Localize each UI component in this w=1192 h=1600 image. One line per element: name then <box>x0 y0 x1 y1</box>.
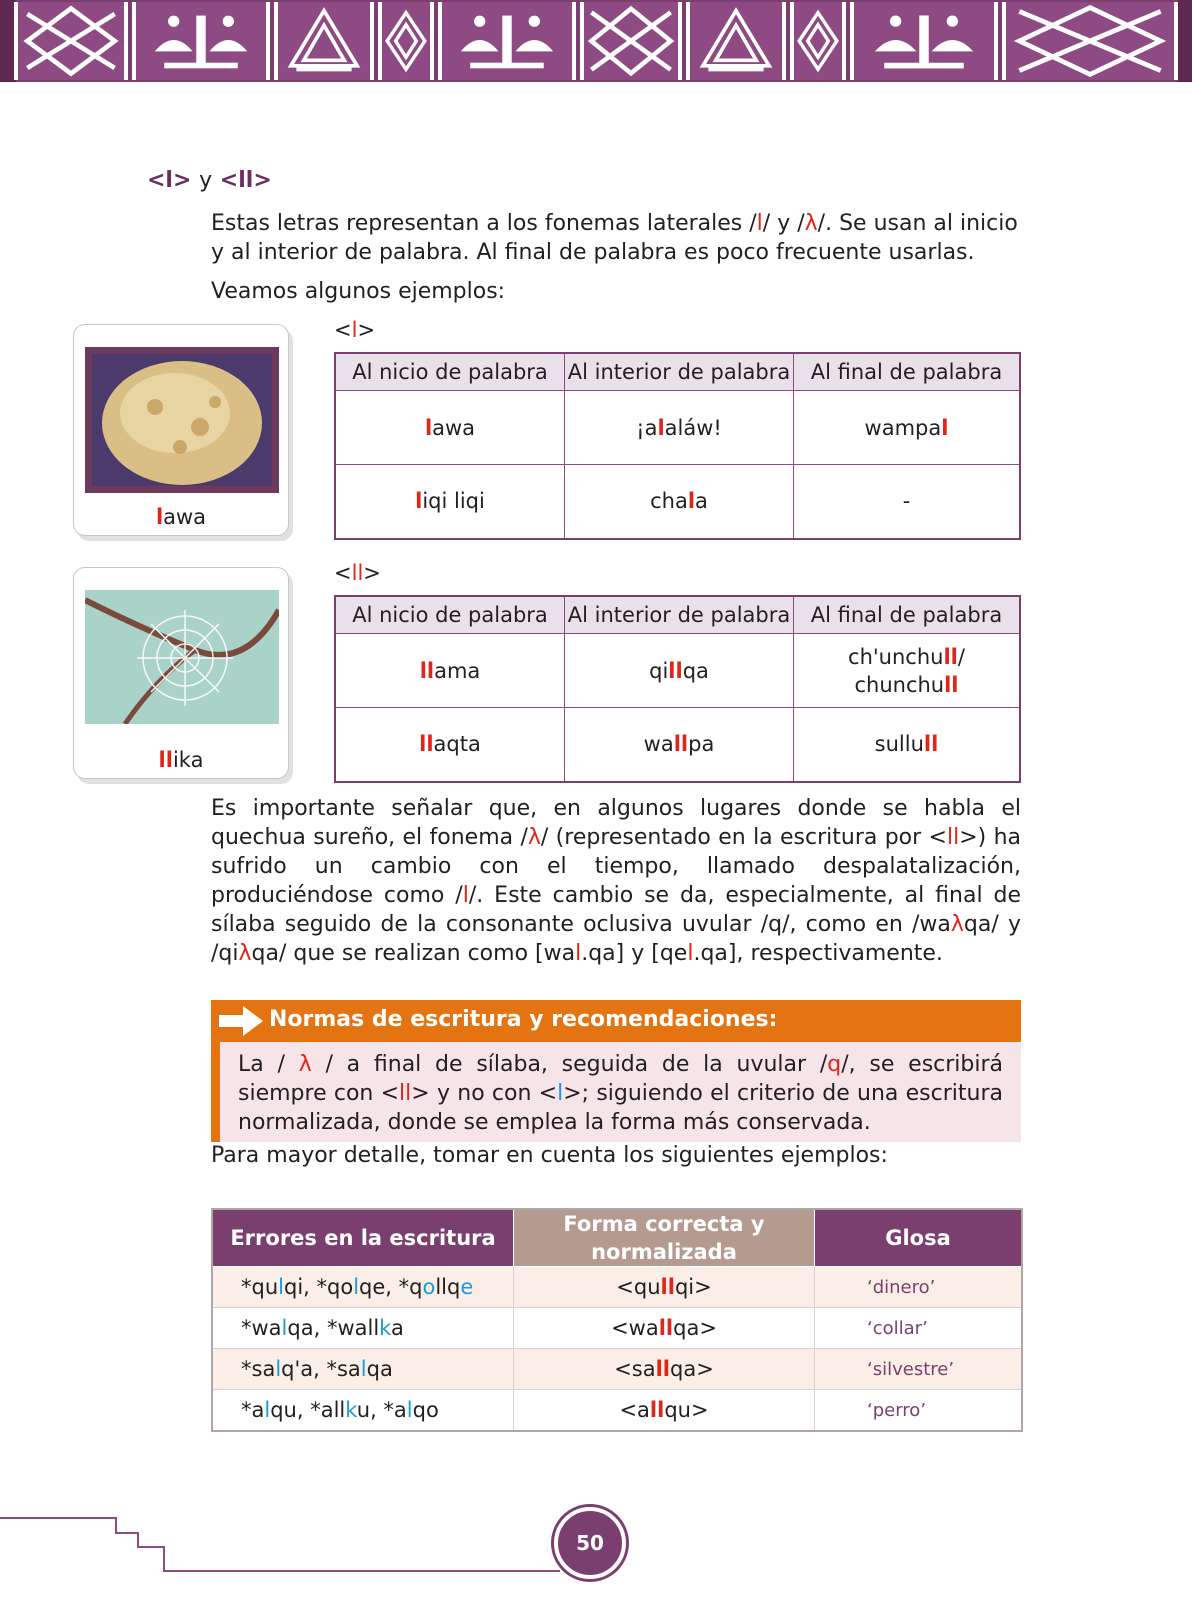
letter-highlight: ll <box>419 658 435 683</box>
caption-highlight: ll <box>158 748 173 772</box>
table-row <box>212 1267 1022 1308</box>
letter-highlight-blue: l <box>275 1357 282 1381</box>
error-cell <box>212 1349 514 1390</box>
arrow-right-icon <box>219 1006 263 1036</box>
phoneme-l: l <box>756 211 763 236</box>
text: > <box>363 561 381 585</box>
banner-tile-rhombus <box>378 2 434 80</box>
text: Es importante señalar que, en algunos lugares donde se habla el quechua sureño, el fonema / <box>211 796 1021 850</box>
banner-tile-birds <box>850 2 998 80</box>
text: / (representado en la escritura por < <box>540 825 947 850</box>
text: qa/ que se realizan como [wa <box>251 941 576 966</box>
text: qi, *qo <box>283 1275 354 1299</box>
text: > y no con < <box>411 1081 558 1106</box>
letter-highlight: ll <box>399 1081 412 1106</box>
text: La / <box>238 1052 299 1077</box>
column-header: Glosa <box>815 1209 1023 1267</box>
text: <qu <box>616 1275 661 1299</box>
letter-highlight: l <box>415 489 423 514</box>
table-cell <box>335 391 565 465</box>
table-cell: - <box>794 465 1021 539</box>
column-header: Al interior de palabra <box>565 353 794 391</box>
letter-highlight: ll <box>668 658 683 683</box>
banner-tile-rhombus <box>790 2 846 80</box>
text: qa> <box>673 1316 717 1340</box>
error-cell <box>212 1390 514 1432</box>
column-header: Al final de palabra <box>794 353 1021 391</box>
text: >; siguiendo el criterio de una escritura normalizada, donde se emplea la forma más conservada. <box>238 1081 1003 1135</box>
caption-rest: ika <box>172 748 204 772</box>
table-header-row <box>335 353 1020 391</box>
letter-highlight: ll <box>943 644 958 669</box>
banner-tile-diamond <box>14 2 128 80</box>
gloss-cell: ‘perro’ <box>815 1390 1023 1432</box>
letter-highlight: ll <box>660 1275 675 1299</box>
phoneme-q: q <box>827 1052 842 1077</box>
heading-y: y <box>199 168 213 193</box>
text: wa <box>643 732 674 757</box>
phoneme-lambda: λ <box>298 1052 312 1077</box>
letter-highlight-blue: o <box>422 1275 436 1299</box>
column-header: Al nicio de palabra <box>335 596 565 634</box>
text: qi <box>649 658 669 683</box>
text: / y / <box>762 211 805 236</box>
letter-highlight: ll <box>923 732 939 757</box>
text: ama <box>434 658 481 683</box>
page-number: 50 <box>554 1507 626 1579</box>
text: a <box>695 489 708 514</box>
text: qa/ y /qi <box>211 912 1021 966</box>
letter-highlight: ll <box>946 825 960 850</box>
correct-cell <box>514 1308 815 1349</box>
letter-highlight-blue: l <box>353 1275 360 1299</box>
letter-highlight: ll <box>649 1398 665 1422</box>
heading-l: <l> <box>147 168 192 193</box>
correct-cell <box>514 1390 815 1432</box>
picture-card-llika <box>73 567 289 779</box>
despalatalization-paragraph <box>211 794 1021 968</box>
gloss-cell: ‘silvestre’ <box>815 1349 1023 1390</box>
card-caption <box>74 748 288 772</box>
letter-highlight: ll <box>655 1357 670 1381</box>
intro-paragraph <box>211 209 1021 267</box>
correct-cell <box>514 1349 815 1390</box>
phoneme-lambda: λ <box>804 211 818 236</box>
letter-highlight-blue: l <box>557 1081 564 1106</box>
text: /. Este cambio se da, especialmente, al final de sílaba seguido de la consonante oclusiva uvular /q/, como en /wa <box>211 883 1021 937</box>
text: wampa <box>864 415 942 440</box>
text: qa, *wall <box>287 1316 380 1340</box>
text: < <box>334 318 352 342</box>
table-cell <box>335 708 565 782</box>
norms-box-body <box>211 1042 1021 1142</box>
letter-highlight: l <box>424 415 433 440</box>
letter-highlight-blue: l <box>360 1357 367 1381</box>
letter-highlight: ll <box>658 1316 674 1340</box>
letter-highlight: ll <box>419 732 434 757</box>
phoneme-lambda: λ <box>527 825 541 850</box>
text: normalizada <box>591 1240 737 1264</box>
table-cell <box>335 634 565 708</box>
letter-highlight-blue: e <box>460 1275 474 1299</box>
text: qa> <box>670 1357 714 1381</box>
text: qa <box>366 1357 393 1381</box>
text: *wa <box>241 1316 282 1340</box>
table-row <box>335 708 1020 782</box>
text: <a <box>619 1398 650 1422</box>
banner-tile-diamond <box>580 2 682 80</box>
column-header: Errores en la escritura <box>212 1209 514 1267</box>
letter-highlight: l <box>657 415 665 440</box>
column-header: Al final de palabra <box>794 596 1021 634</box>
correct-cell <box>514 1267 815 1308</box>
picture-card-lawa <box>73 324 289 536</box>
table-header-row <box>335 596 1020 634</box>
text: .qa], respectivamente. <box>693 941 943 966</box>
banner-edge <box>1178 0 1192 82</box>
text: *sa <box>241 1357 276 1381</box>
norms-title: Normas de escritura y recomendaciones: <box>269 1007 778 1032</box>
text: ¡a <box>636 415 658 440</box>
banner-tile-temple <box>274 2 374 80</box>
banner-tile-birds <box>132 2 270 80</box>
column-header <box>514 1209 815 1267</box>
text: q'a, *sa <box>281 1357 361 1381</box>
table-l-label <box>334 318 375 342</box>
text: chunchu <box>854 672 945 697</box>
text: ch'unchu <box>848 644 944 669</box>
banner-tile-temple <box>686 2 786 80</box>
text: qe, *q <box>359 1275 423 1299</box>
table-row <box>212 1308 1022 1349</box>
column-header: Al interior de palabra <box>565 596 794 634</box>
caption-rest: awa <box>163 505 207 529</box>
gloss-cell: ‘dinero’ <box>815 1267 1023 1308</box>
norms-box-header <box>211 1000 1021 1042</box>
table-row <box>335 391 1020 465</box>
phoneme-l: l <box>687 941 694 966</box>
text: iqi liqi <box>422 489 485 514</box>
phoneme-l: l <box>462 883 469 908</box>
text: *qu <box>241 1275 279 1299</box>
text: u, *a <box>356 1398 407 1422</box>
examples-intro: Veamos algunos ejemplos: <box>211 279 506 304</box>
letter-highlight-blue: l <box>406 1398 413 1422</box>
label-highlight: l <box>351 318 358 342</box>
table-header-row <box>212 1209 1022 1267</box>
table-row <box>212 1349 1022 1390</box>
text: pa <box>688 732 715 757</box>
text: qa <box>682 658 709 683</box>
letter-highlight-blue: l <box>278 1275 284 1299</box>
letter-highlight: ll <box>673 732 689 757</box>
table-cell <box>335 465 565 539</box>
text: cha <box>650 489 688 514</box>
letter-highlight-blue: l <box>281 1316 288 1340</box>
letter-highlight-blue: k <box>345 1398 357 1422</box>
text: .qa] y [qe <box>581 941 688 966</box>
table-row <box>335 634 1020 708</box>
writing-errors-table <box>211 1208 1023 1432</box>
text: aláw! <box>664 415 722 440</box>
table-cell <box>794 708 1021 782</box>
text: <sa <box>614 1357 656 1381</box>
letter-highlight-blue: l <box>264 1398 271 1422</box>
table-row <box>212 1390 1022 1432</box>
text: qi> <box>674 1275 712 1299</box>
table-cell <box>794 634 1021 708</box>
phoneme-l: l <box>575 941 582 966</box>
text: a <box>390 1316 404 1340</box>
table-l-examples <box>334 352 1021 540</box>
text: llq <box>435 1275 461 1299</box>
decorative-header-banner <box>0 0 1192 82</box>
lawa-soup-image <box>85 347 279 493</box>
table-cell <box>565 634 794 708</box>
table-cell <box>565 465 794 539</box>
phoneme-lambda: λ <box>950 912 964 937</box>
text: > <box>357 318 376 342</box>
letter-highlight: l <box>687 489 696 514</box>
text: >) ha sufrido un cambio con el tiempo, llamado despalatalización, produciéndose como / <box>211 825 1021 908</box>
column-header: Al nicio de palabra <box>335 353 565 391</box>
text: *a <box>241 1398 265 1422</box>
table-row <box>335 465 1020 539</box>
caption-highlight: l <box>155 505 164 529</box>
phoneme-lambda: λ <box>238 941 252 966</box>
error-cell <box>212 1308 514 1349</box>
text: Forma correcta y <box>563 1212 765 1236</box>
banner-tile-diamond <box>1002 2 1178 80</box>
text: /. Se usan al inicio y al interior de palabra. Al final de palabra es poco frecuente usarlas. <box>211 211 1018 265</box>
label-highlight: ll <box>351 561 364 585</box>
text: /, se escribirá siempre con < <box>238 1052 1004 1106</box>
norms-text <box>238 1050 1003 1137</box>
text: awa <box>432 415 476 440</box>
table-ll-examples <box>334 595 1021 783</box>
error-cell <box>212 1267 514 1308</box>
spider-web-image <box>85 590 279 736</box>
text: Estas letras representan a los fonemas laterales / <box>211 211 757 236</box>
letter-highlight: l <box>941 415 949 440</box>
gloss-cell: ‘collar’ <box>815 1308 1023 1349</box>
text: qo <box>412 1398 439 1422</box>
text: qu, *all <box>270 1398 346 1422</box>
banner-tile-birds <box>438 2 576 80</box>
text: qu> <box>664 1398 709 1422</box>
text: <wa <box>611 1316 659 1340</box>
letter-highlight: ll <box>944 672 959 697</box>
table-cell <box>794 391 1021 465</box>
section-heading <box>147 168 272 193</box>
text: / <box>957 644 965 669</box>
detail-intro: Para mayor detalle, tomar en cuenta los siguientes ejemplos: <box>211 1143 888 1168</box>
table-ll-label <box>334 561 381 585</box>
table-cell <box>565 708 794 782</box>
text: sullu <box>874 732 924 757</box>
letter-highlight-blue: k <box>379 1316 391 1340</box>
card-caption <box>74 505 288 529</box>
heading-ll: <ll> <box>219 168 272 193</box>
table-cell <box>565 391 794 465</box>
text: < <box>334 561 352 585</box>
text: aqta <box>433 732 481 757</box>
text: / a final de sílaba, seguida de la uvular / <box>311 1052 828 1077</box>
